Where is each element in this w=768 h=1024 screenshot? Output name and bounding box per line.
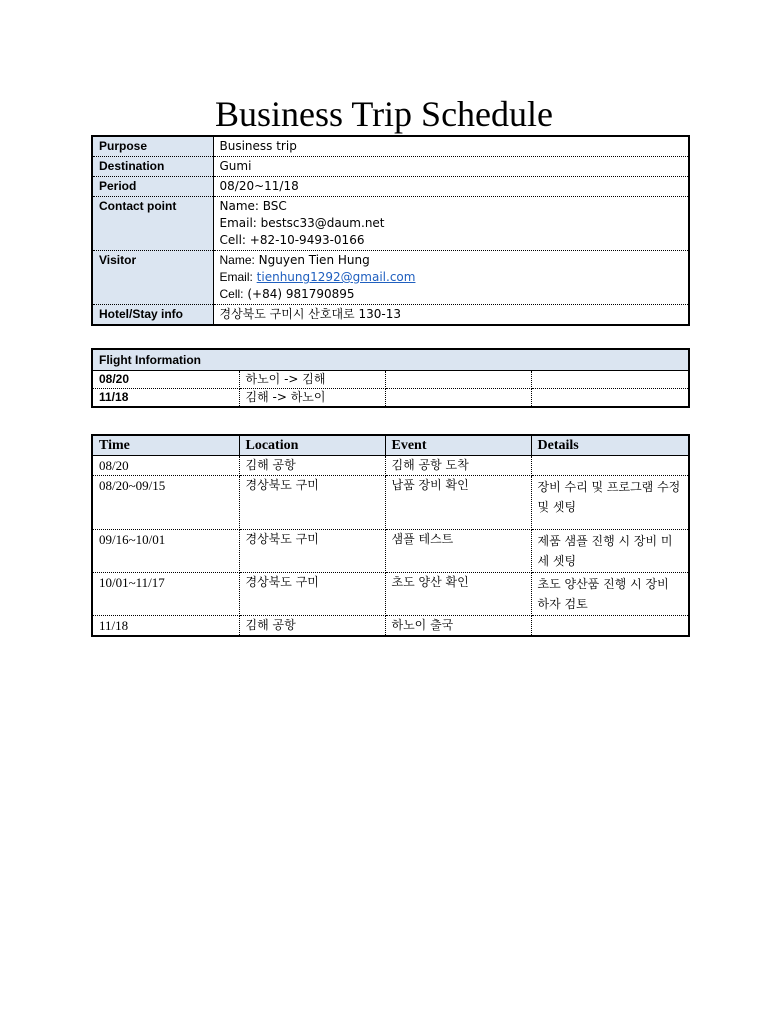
destination-value: Gumi [213,157,689,177]
visitor-label: Visitor [92,251,213,305]
flight-row [92,371,689,389]
trip-info-table [91,135,690,326]
contact-name [220,198,683,215]
schedule-header-row [92,435,689,456]
schedule-location: 경상북도 구미 [239,476,385,530]
flight-route: 하노이 -> 김해 [239,371,385,389]
visitor-name [220,252,683,269]
schedule-details: 초도 양산품 진행 시 장비 하자 검토 [531,573,689,616]
schedule-location: 경상북도 구미 [239,530,385,573]
contact-email-text: bestsc33@daum.net [256,216,385,230]
purpose-label: Purpose [92,136,213,157]
contact-row [92,197,689,251]
table-row [92,573,689,616]
hotel-value: 경상북도 구미시 산호대로 130-13 [213,305,689,326]
schedule-location: 김해 공항 [239,616,385,637]
schedule-details [531,616,689,637]
period-label: Period [92,177,213,197]
flight-empty-cell [531,371,689,389]
table-row [92,476,689,530]
schedule-time: 08/20 [92,456,239,476]
schedule-event: 하노이 출국 [385,616,531,637]
flight-header-row [92,349,689,371]
flight-route: 김해 -> 하노이 [239,389,385,408]
destination-row [92,157,689,177]
flight-date: 08/20 [92,371,239,389]
visitor-email [220,269,683,286]
schedule-details [531,456,689,476]
schedule-event: 김해 공항 도착 [385,456,531,476]
visitor-email-link[interactable]: tienhung1292@gmail.com [256,270,416,284]
visitor-name-text: Nguyen Tien Hung [254,253,370,267]
purpose-value: Business trip [213,136,689,157]
flight-row [92,389,689,408]
contact-email [220,215,683,232]
schedule-details: 제품 샘플 진행 시 장비 미세 셋팅 [531,530,689,573]
contact-name-key: Name: [219,199,259,213]
visitor-name-key: Name: [219,253,255,267]
contact-email-key: Email: [219,216,257,230]
contact-cell-key: Cell: [219,233,246,247]
flight-empty-cell [531,389,689,408]
table-row [92,456,689,476]
contact-cell [220,232,683,249]
table-row [92,530,689,573]
schedule-event: 샘플 테스트 [385,530,531,573]
schedule-details: 장비 수리 및 프로그램 수정 및 셋팅 [531,476,689,530]
flight-empty-cell [385,371,531,389]
visitor-row [92,251,689,305]
visitor-email-key: Email: [219,270,253,284]
schedule-time: 10/01~11/17 [92,573,239,616]
header-location: Location [239,435,385,456]
header-time: Time [92,435,239,456]
header-details: Details [531,435,689,456]
schedule-table [91,434,690,637]
period-value: 08/20~11/18 [213,177,689,197]
schedule-time: 08/20~09/15 [92,476,239,530]
flight-date: 11/18 [92,389,239,408]
contact-label: Contact point [92,197,213,251]
visitor-cell [220,286,683,303]
schedule-event: 초도 양산 확인 [385,573,531,616]
flight-header: Flight Information [92,349,689,371]
visitor-value [213,251,689,305]
hotel-row [92,305,689,326]
purpose-row [92,136,689,157]
header-event: Event [385,435,531,456]
destination-label: Destination [92,157,213,177]
schedule-event: 납품 장비 확인 [385,476,531,530]
contact-name-text: BSC [258,199,287,213]
visitor-cell-text: (+84) 981790895 [243,287,355,301]
flight-empty-cell [385,389,531,408]
page-title: Business Trip Schedule [214,94,554,134]
visitor-cell-key: Cell: [219,287,244,301]
schedule-location: 경상북도 구미 [239,573,385,616]
period-row [92,177,689,197]
contact-cell-text: +82-10-9493-0166 [245,233,365,247]
schedule-location: 김해 공항 [239,456,385,476]
schedule-time: 09/16~10/01 [92,530,239,573]
hotel-label: Hotel/Stay info [92,305,213,326]
contact-value [213,197,689,251]
table-row [92,616,689,637]
schedule-time: 11/18 [92,616,239,637]
flight-info-table [91,348,690,408]
